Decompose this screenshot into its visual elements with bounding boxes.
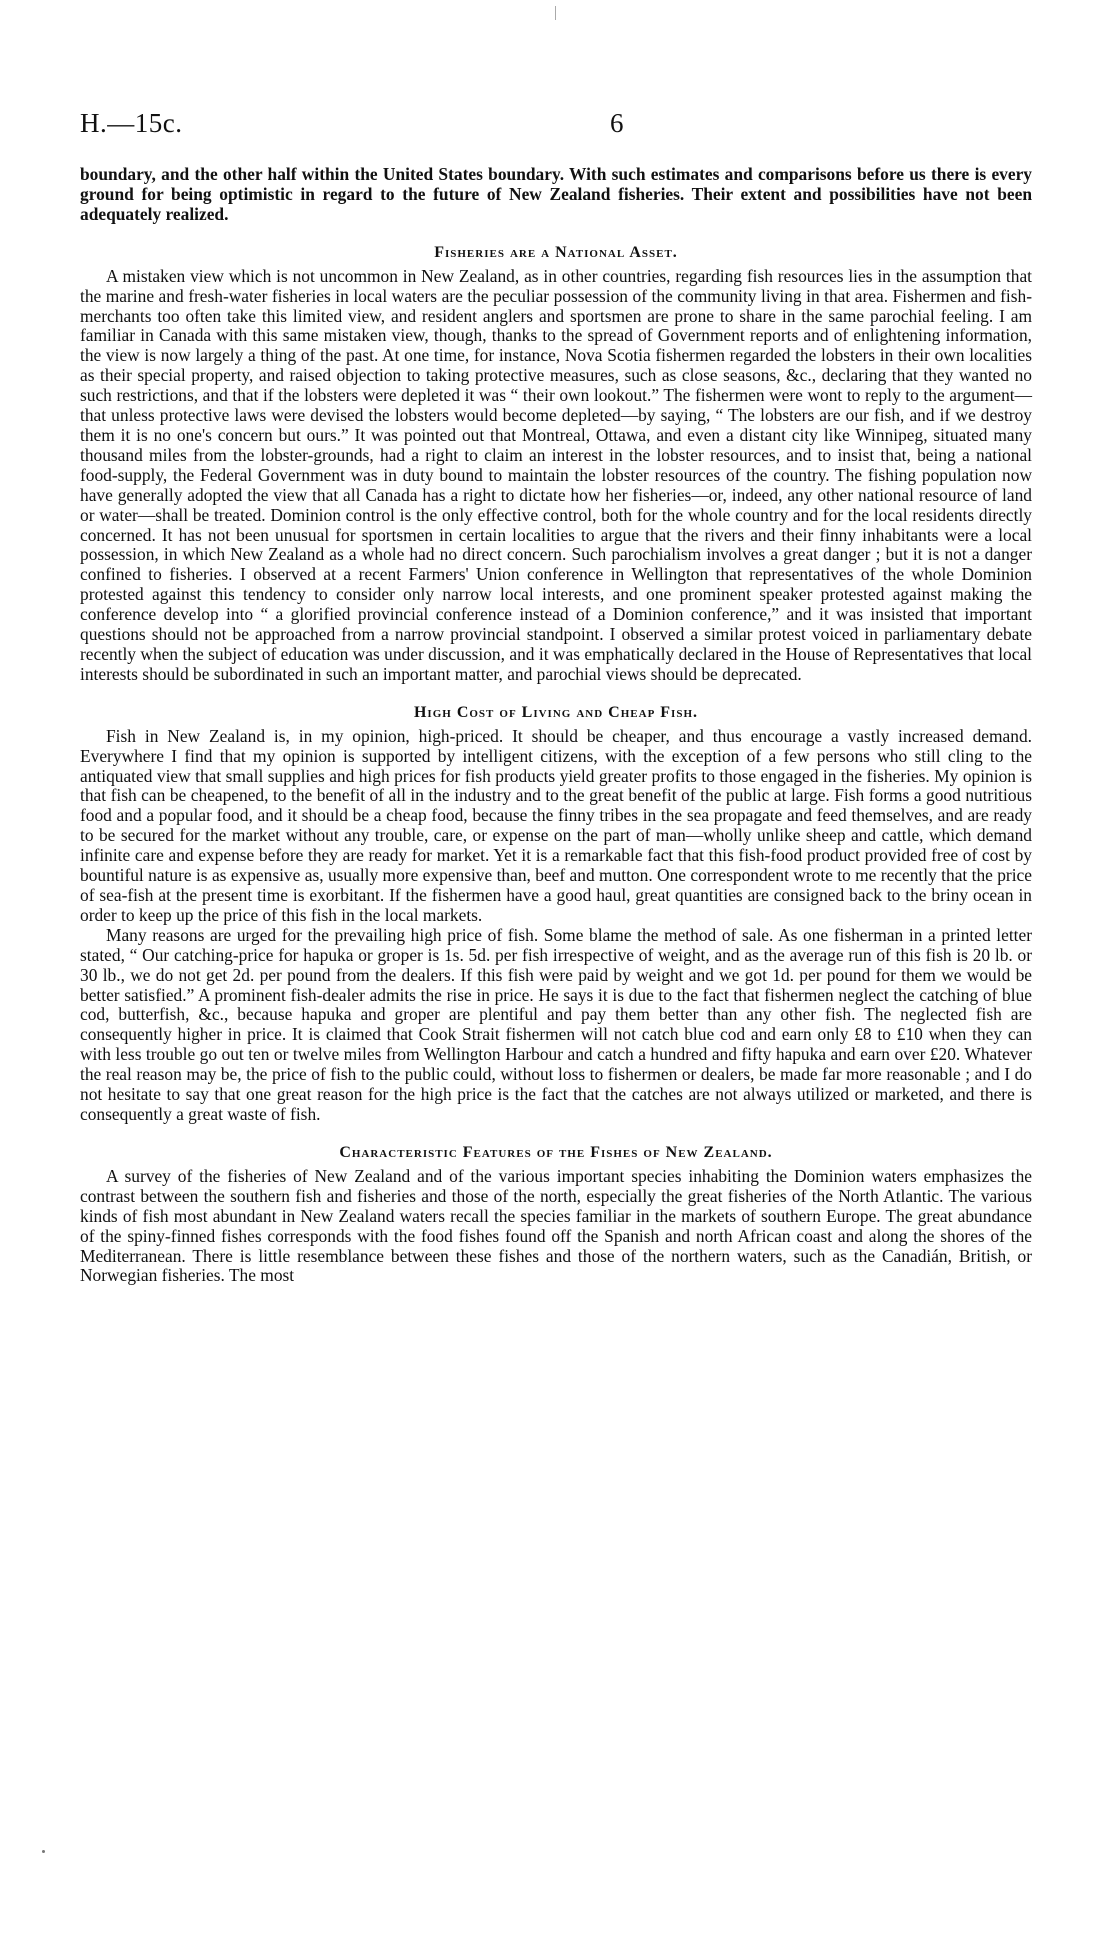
paragraph-national-asset: A mistaken view which is not uncommon in New Zealand, as in other countries, regarding fish resources lies in the assumption that the marine and fresh-water fisheries in local waters are the peculiar possession of the community living in that area. Fishermen and fish-merchants too often take this limited view, and resident anglers and sportsmen are prone to share in the same parochial feeling. I am familiar in Canada with this same mistaken view, though, thanks to the spread of Government reports and of enlightening information, the view is now largely a thing of the past. At one time, for instance, Nova Scotia fishermen regarded the lobsters in their own localities as their special property, and raised objection to taking protective measures, such as close seasons, &c., declaring that they wanted no such restrictions, and that if the lobsters were depleted it was “ their own lookout.” The fishermen were wont to reply to the argument—that unless protective laws were devised the lobsters would become depleted—by saying, “ The lobsters are our fish, and if we destroy them it is no one's concern but ours.” It was pointed out that Montreal, Ottawa, and even a distant city like Winnipeg, situated many thousand miles from the lobster-grounds, had a right to claim an interest in the lobster resources, and to insist that, being a national food-supply, the Federal Government was in duty bound to maintain the lobster resources of the country. The fishing population now have generally adopted the view that all Canada has a right to dictate how her fisheries—or, indeed, any other national resource of land or water—shall be treated. Dominion control is the only effective control, both for the whole country and for the local residents directly concerned. It has not been unusual for sportsmen in certain localities to argue that the rivers and their finny inhabitants were a local possession, in which New Zealand as a whole had no direct concern. Such parochialism involves a great danger ; but it is not a danger confined to fisheries. I observed at a recent Farmers' Union conference in Wellington that representatives of the whole Dominion protested against this tendency to consider only narrow local interests, and one prominent speaker protested against making the conference develop into “ a glorified provincial conference instead of a Dominion conference,” and it was insisted that important questions should not be approached from a narrow provincial standpoint. I observed a similar protest voiced in parliamentary debate recently when the subject of education was under discussion, and it was emphatically declared in the House of Representatives that local interests should be subordinated in such an important matter, and parochial views should be deprecated. xyxy=(80,265,1032,684)
paragraph-cheap-fish-1: Fish in New Zealand is, in my opinion, high-priced. It should be cheaper, and thus encourage a vastly increased demand. Everywhere I find that my opinion is supported by intelligent citizens, with the exception of a few persons who still cling to the antiquated view that small supplies and high prices for fish products yield greater profits to those engaged in the fisheries. My opinion is that fish can be cheapened, to the benefit of all in the industry and to the great benefit of the public at large. Fish forms a good nutritious food and a popular food, and it should be a cheap food, because the finny tribes in the sea propagate and feed themselves, and are ready to be secured for the market without any trouble, care, or expense on the part of man—wholly unlike sheep and cattle, which demand infinite care and expense before they are ready for market. Yet it is a remarkable fact that this fish-food product provided free of cost by bountiful nature is as expensive as, usually more expensive than, beef and mutton. One correspondent wrote to me recently that the price of sea-fish at the present time is exorbitant. If the fishermen have a good haul, great quantities are consigned back to the briny ocean in order to keep up the price of this fish in the local markets. xyxy=(80,725,1032,925)
page-number: 6 xyxy=(610,108,624,138)
section-heading-national-asset: Fisheries are a National Asset. xyxy=(434,243,678,261)
paragraph-cheap-fish-2: Many reasons are urged for the prevailing high price of fish. Some blame the method of sale. As one fisherman in a printed letter stated, “ Our catching-price for hapuka or groper is 1s. 5d. per fish irrespective of weight, and as the average run of this fish is 20 lb. or 30 lb., we do not get 2d. per pound from the dealers. If this fish were paid by weight and we got 1d. per pound for them we would be better satisfied.” A prominent fish-dealer admits the rise in price. He says it is due to the fact that fishermen neglect the catching of blue cod, butterfish, &c., because hapuka and groper are plentiful and pay them better than any other fish. The neglected fish are consequently higher in price. It is claimed that Cook Strait fishermen will not catch blue cod and earn only £8 to £10 when they can with less trouble go out ten or twelve miles from Wellington Harbour and catch a hundred and fifty hapuka and earn over £20. Whatever the real reason may be, the price of fish to the public could, without loss to fishermen or dealers, be made far more reasonable ; and I do not hesitate to say that one great reason for the high price is the fact that the catches are not always utilized or marketed, and there is consequently a great waste of fish. xyxy=(80,924,1032,1124)
paragraph-characteristic-features: A survey of the fisheries of New Zealand and of the various important species inhabiting the Dominion waters emphasizes the contrast between the southern fish and fisheries and those of the north, especially the great fisheries of the North Atlantic. The various kinds of fish most abundant in New Zealand waters recall the species familiar in the markets of southern Europe. The great abundance of the spiny-finned fishes corresponds with the food fishes found off the Spanish and north African coast and along the shores of the Mediterranean. There is little resemblance between these fishes and those of the northern waters, such as the Canadián, British, or Norwegian fisheries. The most xyxy=(80,1165,1032,1286)
page-reference: H.—15c. xyxy=(80,108,183,138)
page-body xyxy=(80,165,1032,1286)
continuation-paragraph: boundary, and the other half within the United States boundary. With such estimates and comparisons before us there is every ground for being optimistic in regard to the future of New Zealand fisheries. Their extent and possibilities have not been adequately realized. xyxy=(80,164,1032,224)
page-header xyxy=(80,108,1035,148)
section-heading-characteristic-features: Characteristic Features of the Fishes of New Zealand. xyxy=(339,1143,773,1161)
scan-artifact-dot xyxy=(42,1850,45,1853)
scan-artifact xyxy=(555,6,556,20)
section-heading-cheap-fish: High Cost of Living and Cheap Fish. xyxy=(413,703,699,721)
